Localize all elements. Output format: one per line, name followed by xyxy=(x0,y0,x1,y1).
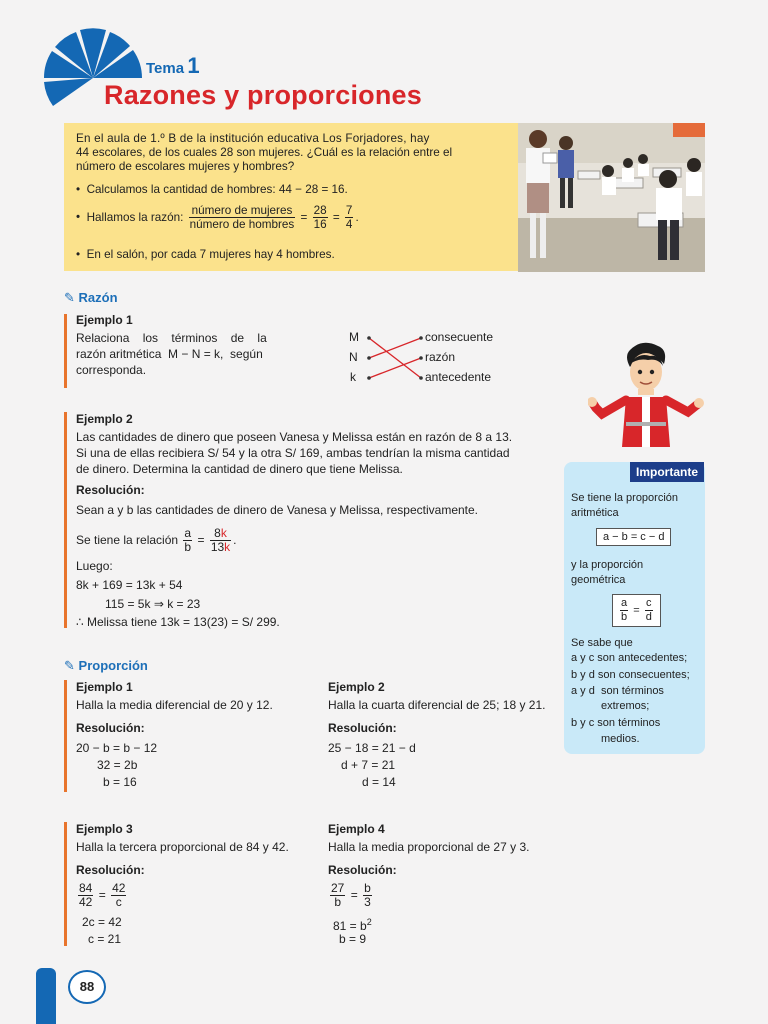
ratio-fraction-7-4 xyxy=(345,204,354,231)
razon-ej2-title: Ejemplo 2 xyxy=(76,412,133,426)
section-heading-razon xyxy=(64,290,118,306)
intro-bullet-1: • Calculamos la cantidad de hombres: 44 − 28 = 16. xyxy=(76,183,348,196)
importante-line-10: b y c son términos xyxy=(571,717,661,729)
fraction-a-b xyxy=(183,527,192,554)
intro-bullet-1-text: Calculamos la cantidad de hombres: 44 − 28 = 16. xyxy=(86,183,348,196)
tema-label xyxy=(146,53,200,79)
importante-tag: Importante xyxy=(630,462,704,482)
fraction-numerator: 28 xyxy=(313,204,327,217)
razon-ej2-relation: Se tiene la relación $\frac{a}{b}$ = $\frac{8k}{13k}$ . xyxy=(76,526,237,554)
example-accent-bar xyxy=(64,822,67,946)
section-heading-razon-text: Razón xyxy=(78,290,118,305)
example-accent-bar xyxy=(64,314,67,388)
importante-line-2: aritmética xyxy=(571,507,619,519)
prop-ej4-resolution-label: Resolución: xyxy=(328,863,397,877)
fraction-denominator: b xyxy=(184,540,192,554)
classroom-photo xyxy=(518,123,705,272)
razon-ej2-eq-1: 8k + 169 = 13k + 54 xyxy=(76,578,183,592)
fraction-numerator: a xyxy=(621,597,628,609)
intro-paragraph-line-1: En el aula de 1.º B de la institución educativa Los Forjadores, hay xyxy=(76,132,430,145)
prop-ej3-line-3: c = 21 xyxy=(88,932,122,946)
prop-ej3-resolution-label: Resolución: xyxy=(76,863,145,877)
intro-paragraph-line-2: 44 escolares, de los cuales 28 son mujeres. ¿Cuál es la relación entre el xyxy=(76,146,453,159)
exponent: 2 xyxy=(366,917,372,927)
razon-ej2-eq-3: ∴ Melissa tiene 13k = 13(23) = S/ 299. xyxy=(76,615,280,629)
matching-lines xyxy=(365,330,427,382)
geometric-proportion-box: $\frac{a}{b}$ = $\frac{c}{d}$ xyxy=(612,594,661,627)
prop-ej1-line-2: 32 = 2b xyxy=(97,758,138,772)
fraction-denominator: d xyxy=(645,611,652,623)
tema-number: 1 xyxy=(187,53,200,78)
prop-ej2-statement: Halla la cuarta diferencial de 25; 18 y 21. xyxy=(328,698,546,712)
importante-line-7: b y d son consecuentes; xyxy=(571,669,690,681)
importante-line-8: a y d son términos xyxy=(571,685,664,697)
match-right-consecuente: consecuente xyxy=(425,330,494,344)
razon-ej1-title: Ejemplo 1 xyxy=(76,313,133,327)
denominator-k: k xyxy=(224,540,231,554)
match-left-k: k xyxy=(350,370,356,384)
prop-ej1-line-1: 20 − b = b − 12 xyxy=(76,741,158,755)
fraction-denominator: 42 xyxy=(79,895,93,909)
prop-ej3-title: Ejemplo 3 xyxy=(76,822,133,836)
intro-paragraph-line-3: número de escolares mujeres y hombres? xyxy=(76,160,295,173)
fraction-numerator: 27 xyxy=(331,881,345,895)
razon-ej1-line-2: razón aritmética M − N = k, según xyxy=(76,347,263,361)
razon-ej2-line-1: Las cantidades de dinero que poseen Vanesa y Melissa están en razón de 8 a 13. xyxy=(76,430,513,444)
numerator-k: k xyxy=(220,526,227,540)
fraction-numerator: número de mujeres xyxy=(189,204,296,218)
page-title: Razones y proporciones xyxy=(104,80,422,110)
match-right-antecedente: antecedente xyxy=(425,370,492,384)
equals-sign: = xyxy=(332,211,340,224)
arithmetic-proportion-box: a − b = c − d xyxy=(596,528,671,546)
prop-ej1-title: Ejemplo 1 xyxy=(76,680,133,694)
prop-ej2-title: Ejemplo 2 xyxy=(328,680,385,694)
page-edge-tab xyxy=(36,968,56,1024)
razon-ej2-luego: Luego: xyxy=(76,559,113,573)
intro-bullet-3: • En el salón, por cada 7 mujeres hay 4 hombres. xyxy=(76,248,335,261)
prop-ej4-line-2-text: 81 = b xyxy=(333,919,367,933)
importante-line-6: a y c son antecedentes; xyxy=(571,652,688,664)
fraction-denominator: número de hombres xyxy=(189,218,295,231)
ratio-fraction-28-16 xyxy=(313,204,328,231)
prop-ej3-statement: Halla la tercera proporcional de 84 y 42. xyxy=(76,840,289,854)
fraction-c-d xyxy=(645,597,653,624)
prop-ej4-statement: Halla la media proporcional de 27 y 3. xyxy=(328,840,530,854)
fraction-a-b xyxy=(620,597,628,624)
prop-ej1-statement: Halla la media diferencial de 20 y 12. xyxy=(76,698,273,712)
fraction-8k-13k xyxy=(210,527,231,554)
fraction-denominator: b xyxy=(334,895,342,909)
fraction-numerator: 84 xyxy=(79,881,93,895)
match-right-razon: razón xyxy=(425,350,456,364)
fraction-denominator: b xyxy=(621,611,628,623)
prop-ej3-fraction-eq: $\frac{84}{42}$ = $\frac{42}{c}$ xyxy=(79,881,126,909)
fraction-numerator: 42 xyxy=(112,881,126,895)
fraction-84-42 xyxy=(78,882,93,909)
fraction-denominator: 16 xyxy=(313,218,327,231)
equals-sign: = xyxy=(300,211,308,224)
importante-line-5: Se sabe que xyxy=(571,637,633,649)
importante-line-1: Se tiene la proporción xyxy=(571,492,679,504)
intro-bullet-3-text: En el salón, por cada 7 mujeres hay 4 hombres. xyxy=(86,248,335,261)
student-character-illustration xyxy=(588,342,704,457)
prop-ej3-line-2: 2c = 42 xyxy=(82,915,122,929)
numerator-8: 8 xyxy=(214,526,221,540)
page-number-badge xyxy=(68,970,106,1004)
razon-ej1-line-3: corresponda. xyxy=(76,363,147,377)
prop-ej4-fraction-eq: $\frac{27}{b}$ = $\frac{b}{3}$ xyxy=(331,881,371,909)
fraction-denominator: c xyxy=(115,895,122,909)
fraction-27-b xyxy=(330,882,345,909)
razon-ej2-line-3: de dinero. Determina la cantidad de dinero que tiene Melissa. xyxy=(76,462,403,476)
ratio-fraction-words xyxy=(189,204,296,231)
importante-line-4: geométrica xyxy=(571,574,626,586)
razon-ej2-line-2: Si una de ellas recibiera S/ 54 y la otra S/ 169, ambas tendrían la misma cantidad xyxy=(76,446,510,460)
denominator-13: 13 xyxy=(210,540,225,554)
importante-line-3: y la proporción xyxy=(571,559,644,571)
fraction-denominator: 3 xyxy=(364,895,371,909)
prop-ej1-line-3: b = 16 xyxy=(103,775,137,789)
tema-word: Tema xyxy=(146,60,185,77)
pencil-ruler-icon: ✎ xyxy=(64,290,75,305)
fraction-b-3 xyxy=(363,882,372,909)
intro-bullet-2-prefix: Hallamos la razón: xyxy=(86,211,184,224)
example-accent-bar xyxy=(64,680,67,792)
section-heading-proporcion xyxy=(64,658,148,674)
razon-ej2-eq-2: 115 = 5k ⇒ k = 23 xyxy=(105,597,201,611)
importante-line-9: extremos; xyxy=(601,700,650,712)
razon-ej2-sean: Sean a y b las cantidades de dinero de Vanesa y Melissa, respectivamente. xyxy=(76,503,479,517)
fraction-42-c xyxy=(111,882,126,909)
match-left-N: N xyxy=(349,350,358,364)
prop-ej4-title: Ejemplo 4 xyxy=(328,822,385,836)
relation-prefix: Se tiene la relación xyxy=(76,533,179,547)
importante-line-11: medios. xyxy=(601,733,640,745)
page-number: 88 xyxy=(79,979,95,994)
razon-ej1-line-1: Relaciona los términos de la xyxy=(76,331,267,345)
section-heading-proporcion-text: Proporción xyxy=(78,658,148,673)
prop-ej2-line-3: d = 14 xyxy=(362,775,396,789)
prop-ej2-line-2: d + 7 = 21 xyxy=(341,758,396,772)
pencil-ruler-icon: ✎ xyxy=(64,658,75,673)
fraction-denominator: 4 xyxy=(345,218,353,231)
intro-bullet-2: • Hallamos la razón: $\frac{\text{número de mujeres}}{\text{número de hombres}}$ = $\frac{28}{16}$ = $\frac{7}{4}$ . xyxy=(76,204,359,231)
prop-ej2-resolution-label: Resolución: xyxy=(328,721,397,735)
prop-ej2-line-1: 25 − 18 = 21 − d xyxy=(328,741,416,755)
fraction-numerator: 7 xyxy=(345,204,353,217)
match-left-M: M xyxy=(349,330,359,344)
fraction-numerator: a xyxy=(184,526,192,540)
prop-ej1-resolution-label: Resolución: xyxy=(76,721,145,735)
example-accent-bar xyxy=(64,412,67,628)
fraction-numerator: c xyxy=(646,597,652,609)
fraction-numerator: b xyxy=(364,881,371,895)
razon-ej2-resolution-label: Resolución: xyxy=(76,483,145,497)
prop-ej4-line-3: b = 9 xyxy=(339,932,367,946)
